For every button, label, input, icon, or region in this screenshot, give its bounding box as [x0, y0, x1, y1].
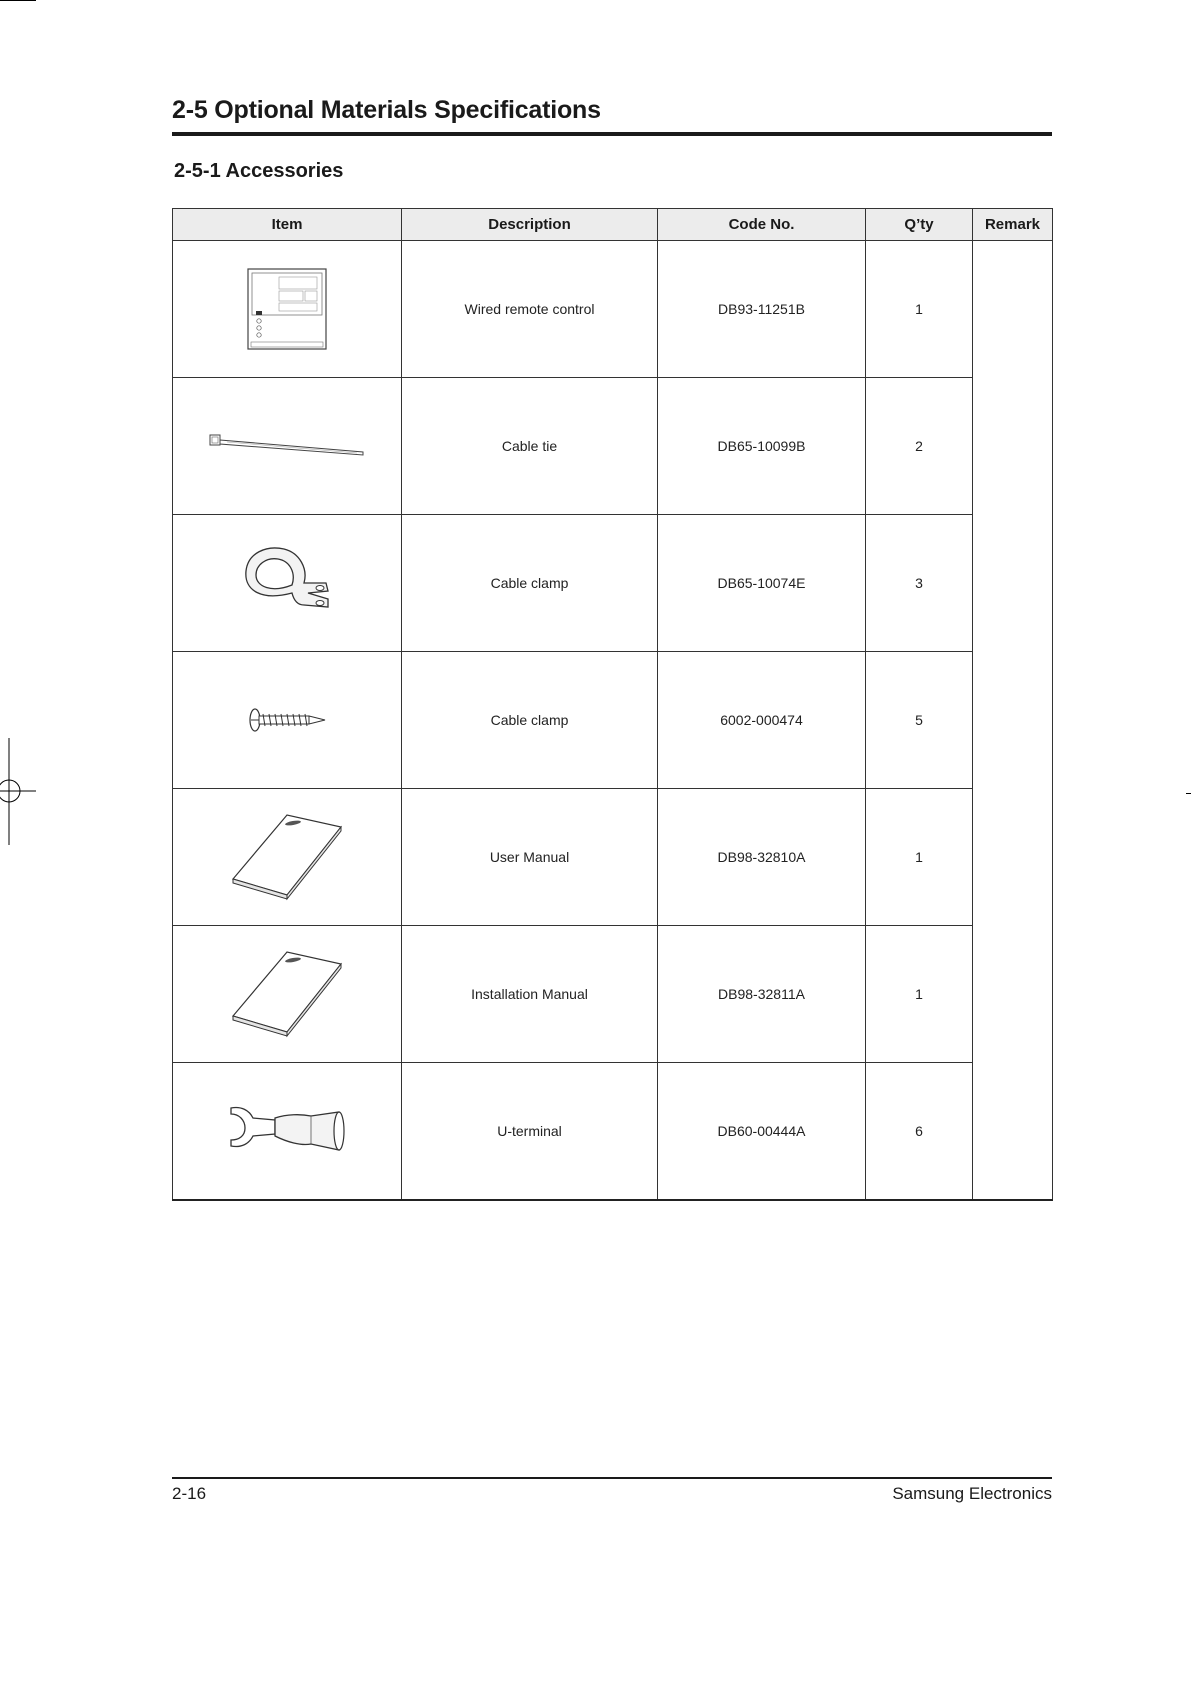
footer-rule	[172, 1477, 1052, 1479]
table-row	[173, 378, 1053, 515]
description-cell: U-terminal	[402, 1063, 658, 1201]
installation-manual-icon	[227, 950, 347, 1038]
item-image-cell	[173, 926, 402, 1063]
user-manual-icon	[227, 813, 347, 901]
crop-mark-top	[0, 0, 36, 1]
section-title: 2-5-1 Accessories	[174, 160, 344, 182]
title-rule	[172, 132, 1052, 136]
cable-clamp-icon	[242, 543, 332, 623]
code-cell: DB98-32811A	[658, 926, 866, 1063]
crop-mark-right	[1186, 793, 1191, 794]
company-name: Samsung Electronics	[892, 1484, 1052, 1503]
registration-mark-icon	[0, 738, 40, 848]
qty-cell: 2	[866, 378, 973, 515]
code-cell: DB98-32810A	[658, 789, 866, 926]
cable-tie-icon	[207, 428, 367, 464]
table-row	[173, 652, 1053, 789]
description-cell: Cable tie	[402, 378, 658, 515]
code-cell: DB60-00444A	[658, 1063, 866, 1201]
accessories-table	[172, 208, 1053, 1201]
column-header-code: Code No.	[658, 209, 866, 241]
qty-cell: 1	[866, 926, 973, 1063]
column-header-item: Item	[173, 209, 402, 241]
code-cell: 6002-000474	[658, 652, 866, 789]
code-cell: DB65-10074E	[658, 515, 866, 652]
qty-cell: 1	[866, 789, 973, 926]
description-cell: Cable clamp	[402, 652, 658, 789]
screw-icon	[247, 704, 327, 736]
page-number: 2-16	[172, 1484, 207, 1503]
u-terminal-icon	[227, 1100, 347, 1162]
qty-cell: 3	[866, 515, 973, 652]
table-row	[173, 1063, 1053, 1201]
description-cell: Cable clamp	[402, 515, 658, 652]
column-header-description: Description	[402, 209, 658, 241]
description-cell: Wired remote control	[402, 241, 658, 378]
description-cell: Installation Manual	[402, 926, 658, 1063]
table-row	[173, 926, 1053, 1063]
wired-remote-control-icon	[247, 268, 327, 350]
description-cell: User Manual	[402, 789, 658, 926]
qty-cell: 5	[866, 652, 973, 789]
code-cell: DB93-11251B	[658, 241, 866, 378]
item-image-cell	[173, 241, 402, 378]
column-header-qty: Q’ty	[866, 209, 973, 241]
table-row	[173, 789, 1053, 926]
item-image-cell	[173, 515, 402, 652]
column-header-remark: Remark	[973, 209, 1053, 241]
item-image-cell	[173, 652, 402, 789]
remark-cell	[973, 241, 1053, 1201]
table-row	[173, 241, 1053, 378]
qty-cell: 1	[866, 241, 973, 378]
item-image-cell	[173, 1063, 402, 1201]
table-row	[173, 515, 1053, 652]
qty-cell: 6	[866, 1063, 973, 1201]
item-image-cell	[173, 378, 402, 515]
code-cell: DB65-10099B	[658, 378, 866, 515]
page-title: 2-5 Optional Materials Specifications	[172, 96, 601, 124]
table-header-row	[173, 209, 1053, 241]
item-image-cell	[173, 789, 402, 926]
